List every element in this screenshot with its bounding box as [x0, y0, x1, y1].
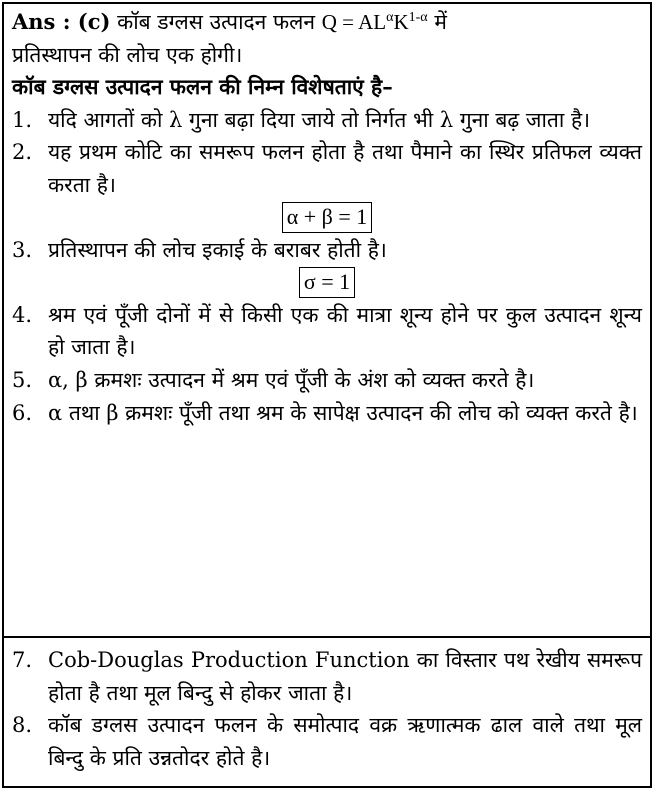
answer-line2: प्रतिस्थापन की लोच एक होगी।	[12, 42, 243, 67]
formula-exp-alpha: α	[386, 10, 394, 25]
answer-section	[4, 4, 650, 429]
lower-section	[4, 636, 650, 774]
list-item	[12, 644, 642, 709]
list-item	[12, 104, 642, 137]
item-text: यह प्रथम कोटि का समरूप फलन होता है तथा पैमाने का स्थिर प्रतिफल व्यक्त करता है।	[48, 140, 642, 197]
list-item	[12, 234, 642, 267]
item-number: 8.	[12, 713, 33, 738]
answer-text: कॉब डग्लस उत्पादन फलन	[117, 10, 316, 34]
formula-k: K	[393, 10, 409, 34]
formula-exp-one-minus-alpha: 1-α	[408, 10, 428, 25]
answer-label: Ans : (c)	[12, 9, 111, 34]
answer-paragraph	[12, 6, 642, 71]
list-item	[12, 364, 642, 397]
item-text: Cob-Douglas Production Function का विस्तार पथ रेखीय समरूप होता है तथा मूल बिन्दु से होकर जाता है।	[48, 648, 642, 705]
item-text: यदि आगतों को λ गुना बढ़ा दिया जाये तो निर्गत भी λ गुना बढ़ जाता है।	[48, 107, 591, 132]
item-number: 1.	[12, 107, 33, 132]
item-text: α तथा β क्रमशः पूँजी तथा श्रम के सापेक्ष उत्पादन की लोच को व्यक्त करते है।	[48, 400, 638, 425]
sigma-formula: σ = 1	[299, 267, 355, 298]
item-number: 7.	[12, 648, 33, 672]
item-text: α, β क्रमशः उत्पादन में श्रम एवं पूँजी के अंश को व्यक्त करते है।	[48, 368, 535, 393]
item-number: 6.	[12, 400, 33, 425]
list-item	[12, 709, 642, 774]
item-number: 4.	[12, 302, 33, 327]
features-heading: कॉब डग्लस उत्पादन फलन की निम्न विशेषताएं है–	[12, 74, 393, 100]
formula-base: Q = AL	[321, 10, 387, 34]
answer-box	[2, 2, 652, 788]
item-number: 2.	[12, 140, 33, 165]
item-text: श्रम एवं पूँजी दोनों में से किसी एक की मात्रा शून्य होने पर कुल उत्पादन शून्य हो जाता है।	[48, 302, 642, 360]
item-text: प्रतिस्थापन की लोच इकाई के बराबर होती है।	[48, 237, 387, 262]
alpha-beta-formula: α + β = 1	[282, 202, 373, 233]
formula-row-sum	[12, 201, 642, 234]
item-number: 3.	[12, 237, 33, 262]
item-number: 5.	[12, 368, 33, 393]
list-item	[12, 136, 642, 201]
answer-text-after: में	[434, 10, 447, 34]
formula-row-sigma	[12, 266, 642, 299]
list-item	[12, 299, 642, 364]
list-item	[12, 397, 642, 430]
production-formula	[322, 10, 428, 34]
item-text: कॉब डग्लस उत्पादन फलन के समोत्पाद वक्र ऋणात्मक ढाल वाले तथा मूल बिन्दु के प्रति उन्नतोदर होते है।	[48, 713, 642, 770]
